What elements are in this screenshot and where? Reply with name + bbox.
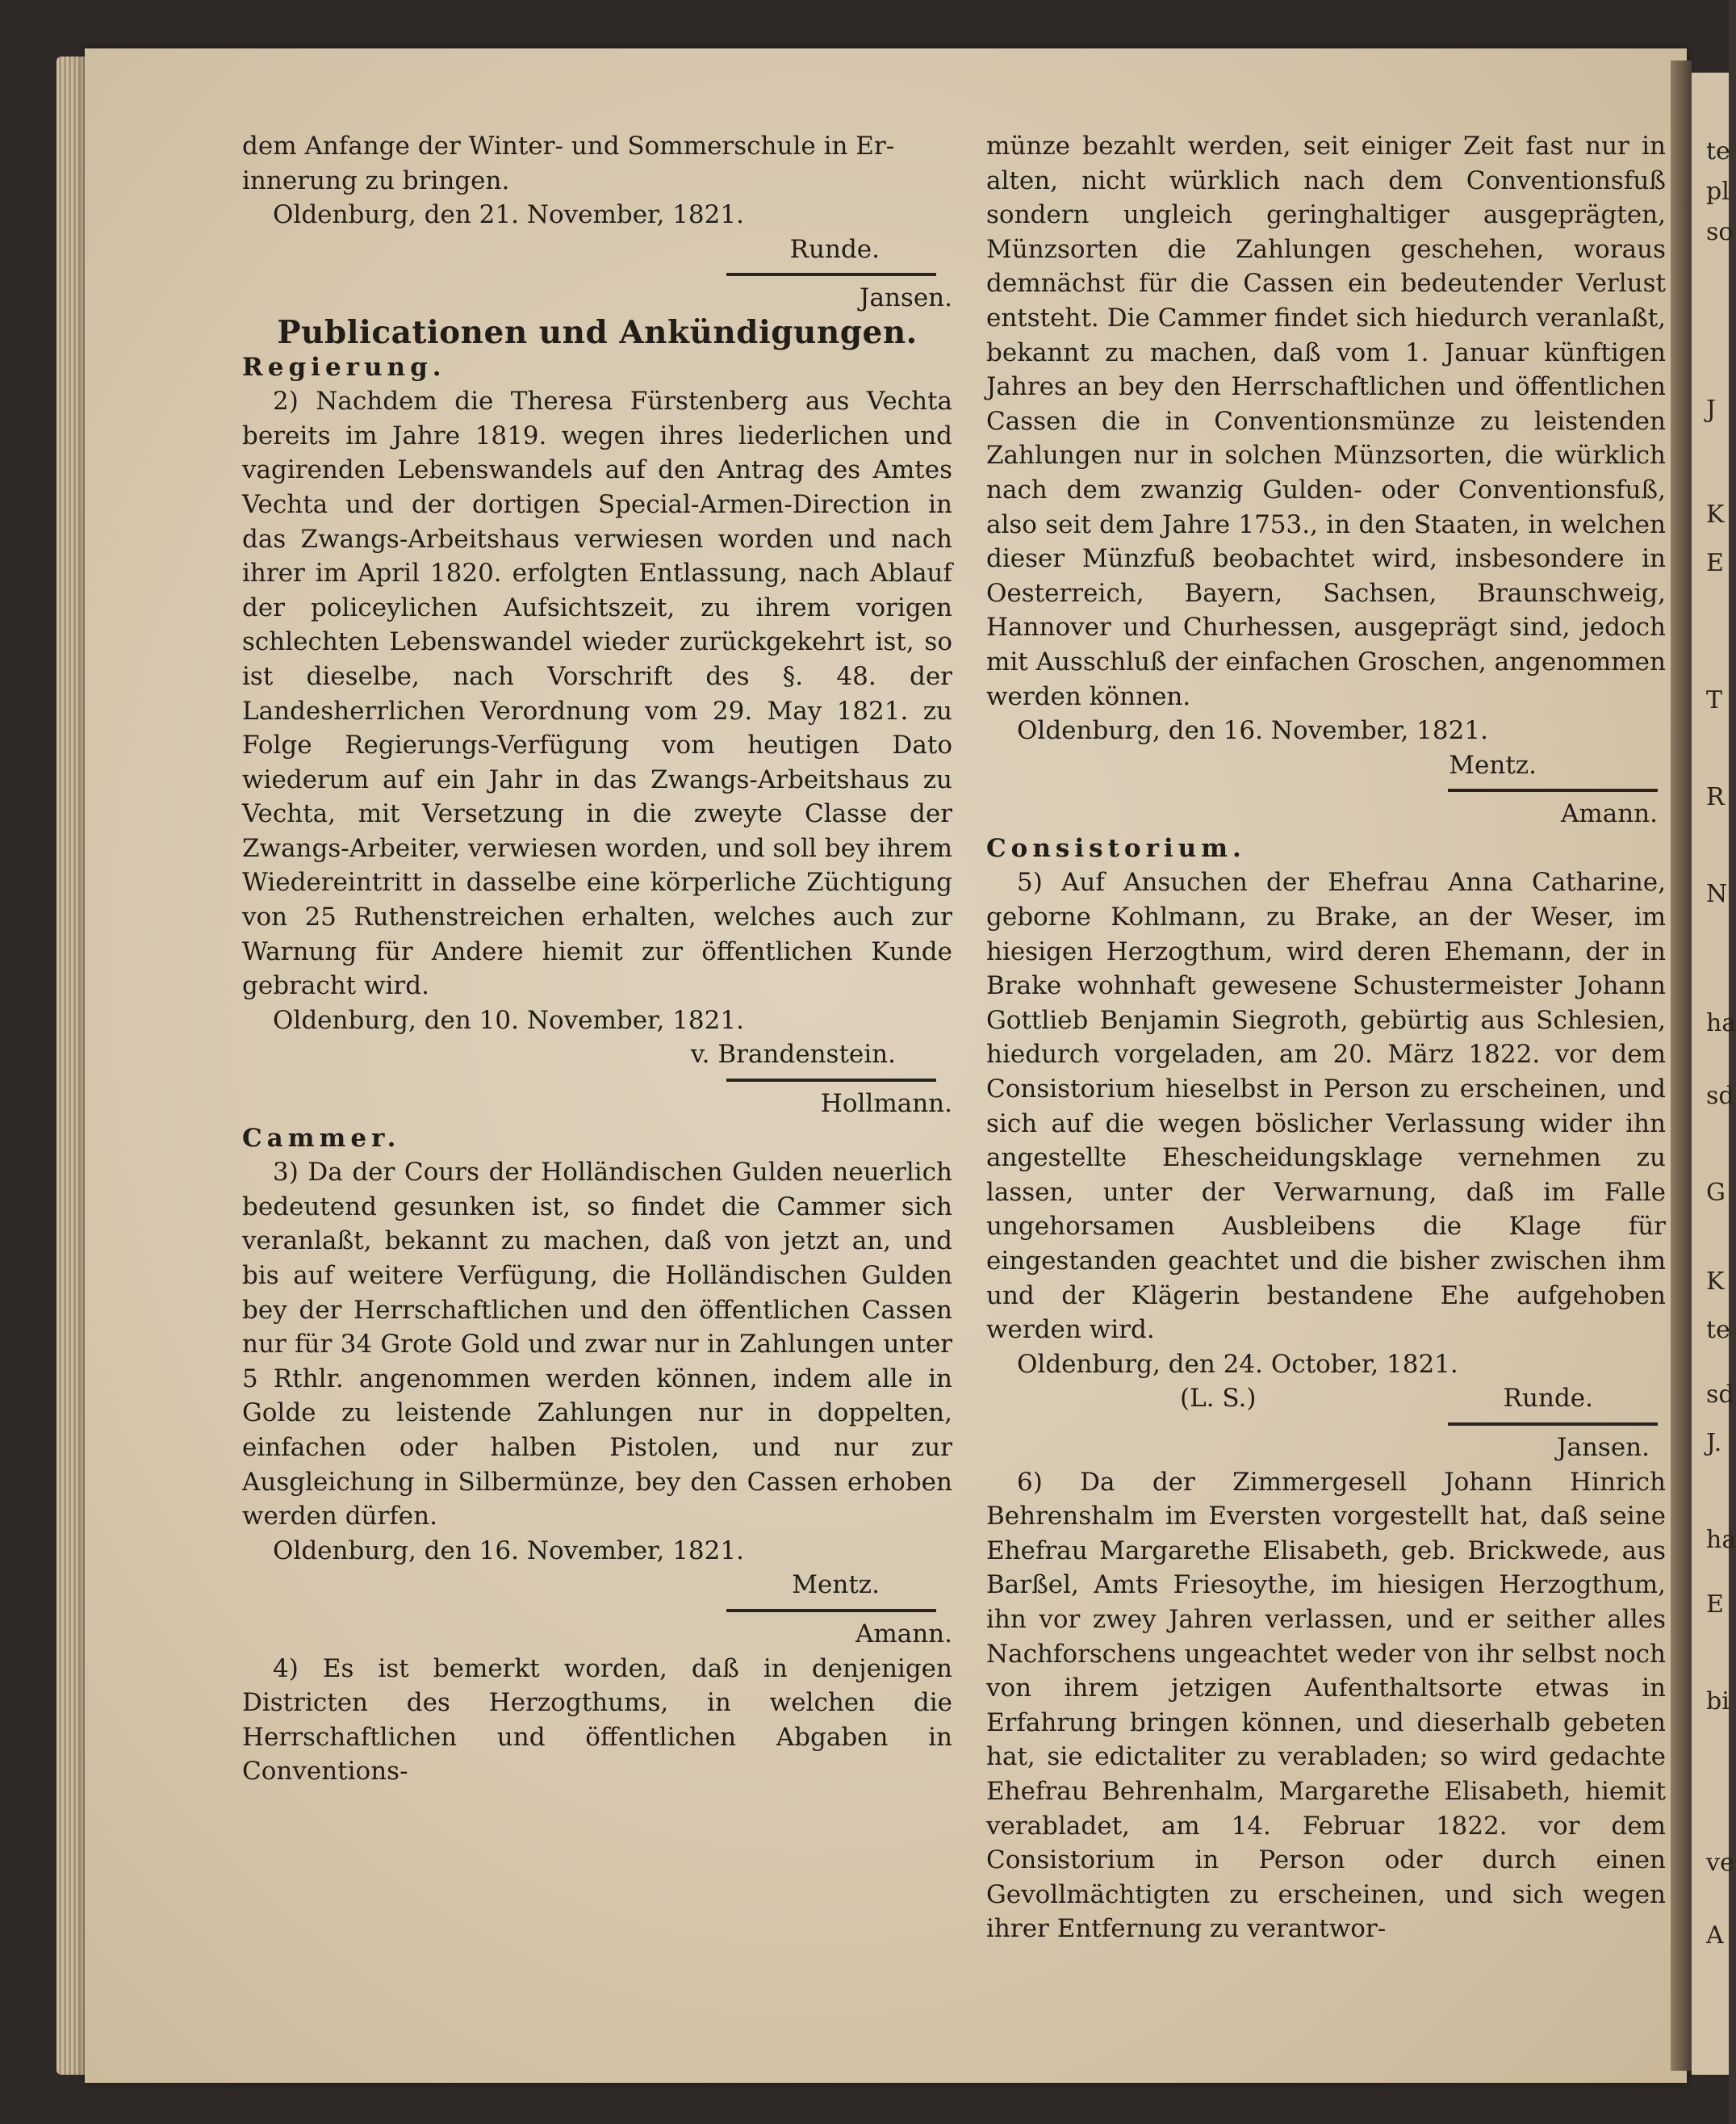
department-title: Cammer.	[242, 1123, 401, 1153]
intro-line: dem Anfange der Winter- und Sommerschule in Er-	[242, 132, 895, 161]
intro-line: innerung zu bringen.	[242, 165, 510, 195]
department-title: Regierung.	[242, 352, 446, 382]
next-page-fragment: R	[1706, 783, 1725, 811]
signature: Mentz.	[792, 1570, 880, 1600]
next-page-fragment: K	[1706, 501, 1725, 529]
next-page-fragment: ve	[1706, 1849, 1734, 1877]
signature: v. Brandenstein.	[690, 1040, 896, 1070]
signature: Hollmann.	[820, 1089, 952, 1119]
signature-rule	[726, 1609, 936, 1612]
next-page-strip	[1692, 73, 1736, 2075]
seal-mark: (L. S.)	[1180, 1384, 1257, 1414]
next-page-fragment: N	[1706, 880, 1728, 908]
dateline: Oldenburg, den 16. November, 1821.	[273, 1535, 744, 1565]
next-page-fragment: E	[1706, 549, 1724, 577]
seal-and-signature-line	[986, 1381, 1666, 1416]
dateline: Oldenburg, den 10. November, 1821.	[273, 1005, 744, 1035]
notice-paragraph: 2) Nachdem die Theresa Fürstenberg aus Vechta bereits im Jahre 1819. wegen ihres liederlichen und vagirenden Lebenswandels auf den Antrag des Amtes Vechta und der dortigen Special-Armen-Direction in das Zwangs-Arbeitshaus verwiesen worden und nach ihrer im April 1820. erfolgten Entlassung, nach Ablauf der policeylichen Aufsichtszeit, zu ihrem vorigen schlechten Lebenswandel wieder zurückgekehrt ist, so ist dieselbe, nach Vorschrift des §. 48. der Landesherrlichen Verordnung vom 29. May 1821. zu Folge Regierungs-Verfügung vom heutigen Dato wiederum auf ein Jahr in das Zwangs-Arbeitshaus zu Vechta, mit Versetzung in die zweyte Classe der Zwangs-Arbeiter, verwiesen worden, und soll bey ihrem Wiedereintritt in dasselbe eine körperliche Züchtigung von 25 Ruthenstreichen erhalten, welches auch zur Warnung für Andere hiemit zur öffentlichen Kunde gebracht wird.	[242, 387, 952, 1001]
next-page-fragment: K	[1706, 1267, 1725, 1296]
signature-rule	[1448, 789, 1658, 792]
dateline: Oldenburg, den 16. November, 1821.	[1017, 716, 1488, 746]
signature-rule	[726, 273, 936, 276]
dateline: Oldenburg, den 21. November, 1821.	[273, 200, 744, 230]
signature: Runde.	[1503, 1384, 1593, 1414]
next-page-fragment: sd	[1706, 1380, 1734, 1409]
department-title: Consistorium.	[986, 833, 1246, 863]
next-page-fragment: te	[1706, 1316, 1730, 1344]
signature: Jansen.	[1557, 1432, 1650, 1462]
book-page-edges	[56, 57, 89, 2075]
notice-paragraph: 6) Da der Zimmergesell Johann Hinrich Behrenshalm im Eversten vorgestellt hat, daß seine Ehefrau Margarethe Elisabeth, geb. Brickwede, aus Barßel, Amts Friesoythe, im hiesigen Herzogthum, ihn vor zwey Jahren verlassen, und er seither alles Nachforschens ungeachtet weder von ihr selbst noch von ihrem jetzigen Aufenthaltsorte etwas in Erfahrung bringen können, und dieserhalb gebeten hat, sie edictaliter zu verabladen; so wird gedachte Ehefrau Behrenhalm, Margarethe Elisabeth, hiemit verabladet, am 14. Februar 1822. vor dem Consistorium in Person oder durch einen Gevollmächtigten zu erscheinen, und sich wegen ihrer Entfernung zu verantwor-	[986, 1467, 1666, 1944]
notice-paragraph: 5) Auf Ansuchen der Ehefrau Anna Catharine, geborne Kohlmann, zu Brake, an der Weser, im hiesigen Herzogthum, wird deren Ehemann, der in Brake wohnhaft gewesene Schustermeister Johann Gottlieb Benjamin Siegroth, gebürtig aus Schlesien, hiedurch vorgeladen, am 20. März 1822. vor dem Consistorium hieselbst in Person zu erscheinen, und sich auf die wegen böslicher Verlassung wider ihn angestellte Ehescheidungsklage vernehmen zu lassen, unter der Verwarnung, daß im Falle ungehorsamen Ausbleibens die Klage für eingestanden geachtet und die bisher zwischen ihm und der Klägerin bestandene Ehe aufgehoben werden wird.	[986, 868, 1666, 1345]
next-page-fragment: J.	[1706, 1429, 1722, 1457]
next-page-fragment: T	[1706, 686, 1723, 714]
notice-paragraph: 3) Da der Cours der Holländischen Gulden neuerlich bedeutend gesunken ist, so findet die Cammer sich veranlaßt, bekannt zu machen, daß von jetzt an, und bis auf weitere Verfügung, die Holländischen Gulden bey der Herrschaftlichen und den öffentlichen Cassen nur für 34 Grote Gold und zwar nur in Zahlungen unter 5 Rthlr. angenommen werden können, indem alle in Golde zu leistende Zahlungen nur in doppelten, einfachen oder halben Pistolen, und nur zur Ausgleichung in Silbermünze, bey den Cassen erhoben werden dürfen.	[242, 1158, 952, 1531]
signature: Mentz.	[1449, 750, 1537, 780]
next-page-fragment: ha	[1706, 1009, 1736, 1037]
next-page-fragment: so	[1706, 218, 1734, 246]
signature-rule	[726, 1079, 936, 1082]
notice-paragraph: 4) Es ist bemerkt worden, daß in denjenigen Districten des Herzogthums, in welchen die Herrschaftlichen und öffentlichen Abgaben in Conventions-	[242, 1653, 952, 1787]
signature: Amann.	[855, 1619, 952, 1649]
next-page-fragment: ha	[1706, 1526, 1736, 1554]
next-page-fragment: A	[1706, 1921, 1724, 1950]
book-gutter	[1671, 61, 1692, 2071]
right-column	[986, 129, 1666, 1946]
signature-rule	[1448, 1422, 1658, 1426]
notice-paragraph-continued: münze bezahlt werden, seit einiger Zeit fast nur in alten, nicht würklich nach dem Conventionsfuß sondern ungleich geringhaltiger ausgeprägten, Münzsorten die Zahlungen geschehen, woraus demnächst für die Cassen ein bedeutender Verlust entsteht. Die Cammer findet sich hiedurch veranlaßt, bekannt zu machen, daß vom 1. Januar künftigen Jahres an bey den Herrschaftlichen und öffentlichen Cassen die in Conventionsmünze zu leistenden Zahlungen nur in solchen Münzsorten, die würklich nach dem zwanzig Gulden- oder Conventionsfuß, also seit dem Jahre 1753., in den Staaten, in welchen dieser Münzfuß beobachtet wird, insbesondere in Oesterreich, Bayern, Sachsen, Braunschweig, Hannover und Churhessen, ausgeprägt sind, jedoch mit Ausschluß der einfachen Groschen, angenommen werden können.	[986, 132, 1666, 711]
section-heading: Publicationen und Ankündigungen.	[277, 313, 918, 351]
next-page-fragment: pl	[1706, 178, 1730, 206]
next-page-fragment: E	[1706, 1590, 1724, 1619]
dateline: Oldenburg, den 24. October, 1821.	[1017, 1349, 1458, 1379]
next-page-fragment: G	[1706, 1179, 1726, 1207]
signature: Amann.	[1560, 799, 1658, 829]
next-page-fragment: J	[1706, 396, 1717, 424]
signature: Jansen.	[860, 283, 952, 313]
next-page-fragment: bi	[1706, 1687, 1730, 1716]
signature: Runde.	[789, 234, 880, 264]
left-column	[242, 129, 952, 1789]
next-page-fragment: sd	[1706, 1082, 1734, 1110]
next-page-fragment: te	[1706, 137, 1730, 165]
